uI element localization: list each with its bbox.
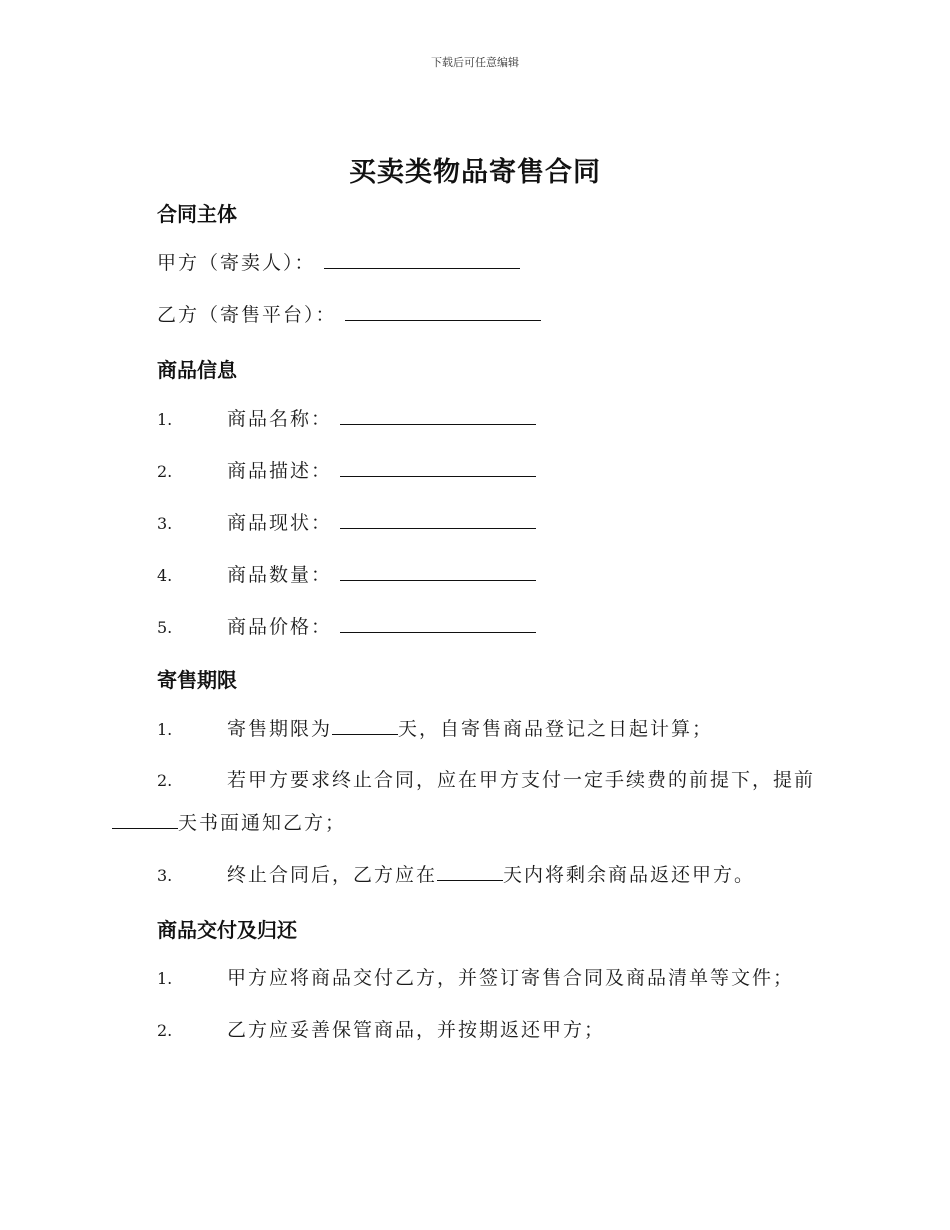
goods-blank[interactable] bbox=[340, 562, 536, 581]
goods-item-quantity bbox=[157, 562, 536, 588]
goods-blank[interactable] bbox=[340, 510, 536, 529]
delivery-item-2 bbox=[157, 1018, 605, 1043]
delivery-item-1 bbox=[157, 966, 794, 991]
term-days-blank[interactable] bbox=[332, 716, 398, 735]
delivery-text: 乙方应妥善保管商品，并按期返还甲方； bbox=[227, 1019, 606, 1041]
party-b-blank[interactable] bbox=[345, 302, 541, 321]
goods-label: 商品数量： bbox=[227, 564, 333, 586]
notice-days-blank[interactable] bbox=[112, 810, 178, 829]
header-note: 下载后可任意编辑 bbox=[431, 56, 519, 69]
section-heading-parties: 合同主体 bbox=[157, 202, 237, 226]
goods-label: 商品名称： bbox=[227, 408, 333, 430]
list-number: 2. bbox=[157, 1021, 173, 1040]
list-number: 3. bbox=[157, 866, 173, 885]
term-text-before: 终止合同后，乙方应在 bbox=[227, 864, 438, 886]
term-text-before: 寄售期限为 bbox=[227, 718, 333, 740]
goods-blank[interactable] bbox=[340, 406, 536, 425]
term-text-line2: 天书面通知乙方； bbox=[178, 812, 347, 834]
section-heading-goods: 商品信息 bbox=[157, 358, 237, 382]
list-number: 5. bbox=[157, 618, 173, 637]
term-text-after: 天内将剩余商品返还甲方。 bbox=[503, 864, 756, 886]
party-a-label: 甲方（寄卖人）： bbox=[157, 252, 316, 274]
term-item-3 bbox=[157, 862, 755, 888]
goods-label: 商品描述： bbox=[227, 460, 333, 482]
list-number: 4. bbox=[157, 566, 173, 585]
term-item-2-continuation bbox=[112, 810, 346, 835]
term-item-1 bbox=[157, 716, 713, 742]
term-text-after: 天，自寄售商品登记之日起计算； bbox=[398, 718, 714, 740]
goods-label: 商品现状： bbox=[227, 512, 333, 534]
list-number: 1. bbox=[157, 720, 173, 739]
goods-item-price bbox=[157, 614, 536, 640]
list-number: 1. bbox=[157, 410, 173, 429]
document-title: 买卖类物品寄售合同 bbox=[349, 157, 601, 188]
party-a-line bbox=[157, 250, 520, 275]
party-b-label: 乙方（寄售平台）： bbox=[157, 304, 337, 326]
goods-blank[interactable] bbox=[340, 614, 536, 633]
list-number: 2. bbox=[157, 771, 173, 790]
party-b-line bbox=[157, 302, 541, 327]
section-heading-delivery: 商品交付及归还 bbox=[157, 918, 297, 942]
delivery-text: 甲方应将商品交付乙方，并签订寄售合同及商品清单等文件； bbox=[227, 967, 795, 989]
goods-label: 商品价格： bbox=[227, 616, 333, 638]
goods-item-description bbox=[157, 458, 536, 484]
list-number: 2. bbox=[157, 462, 173, 481]
return-days-blank[interactable] bbox=[437, 862, 503, 881]
list-number: 1. bbox=[157, 969, 173, 988]
goods-item-condition bbox=[157, 510, 536, 536]
goods-item-name bbox=[157, 406, 536, 432]
section-heading-term: 寄售期限 bbox=[157, 668, 237, 692]
list-number: 3. bbox=[157, 514, 173, 533]
party-a-blank[interactable] bbox=[324, 250, 520, 269]
term-text-line1: 若甲方要求终止合同，应在甲方支付一定手续费的前提下，提前 bbox=[227, 769, 816, 791]
goods-blank[interactable] bbox=[340, 458, 536, 477]
term-item-2 bbox=[157, 768, 815, 793]
